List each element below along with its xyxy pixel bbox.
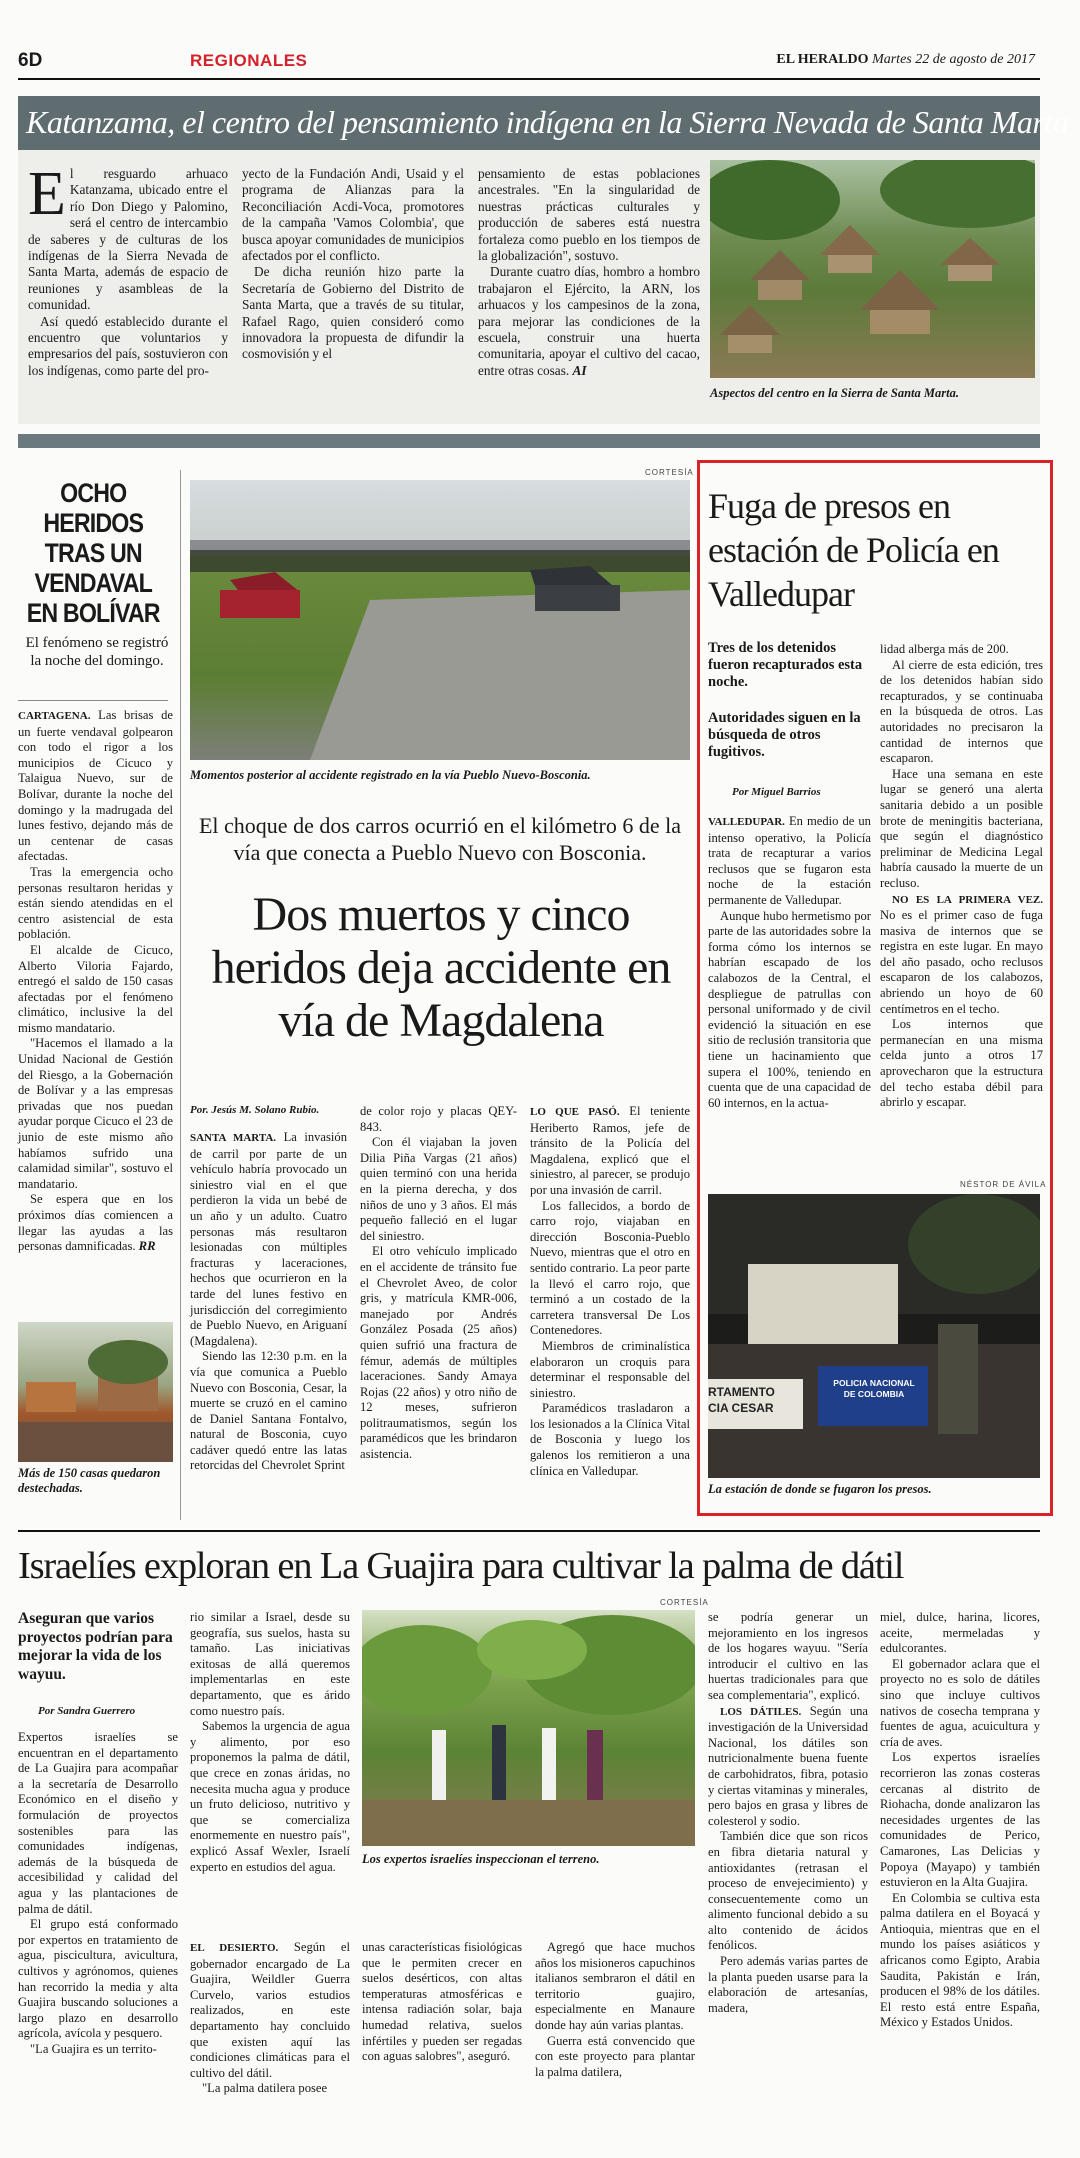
paragraph: "La Guajira es un territo- <box>30 2041 157 2056</box>
paragraph-text: No es el primer caso de fuga masiva de internos que se registra en este lugar. En mayo del año pasado, ocho reclusos escaparon de los calabozos, abriendo un hoyo de 60 centímetros en el techo. <box>880 908 1043 1016</box>
accident-scene-illustration <box>190 480 690 760</box>
paragraph: Sabemos la urgencia de agua y alimento, por eso proponemos la palma de dátil, que crece en zonas áridas, no necesita mucha agua y produce un fruto delicioso, nutritivo y que se comercializa enormemente en nuestro país", explicó Assaf Wexler, Israelí experto en estudios del agua. <box>190 1719 350 1874</box>
paragraph: lidad alberga más de 200. <box>880 642 1009 656</box>
section-lead: NO ES LA PRIMERA VEZ. <box>892 893 1043 906</box>
paragraph <box>478 264 700 379</box>
dropcap: E <box>28 160 66 228</box>
paragraph: Paramédicos trasladaron a los lesionados a la Clínica Vital de Bosconia y luego los galenos los remitieron a una clínica en Valledupar. <box>530 1401 690 1478</box>
page-number: 6D <box>18 50 43 71</box>
israel-photo-credit: CORTESÍA <box>660 1598 709 1607</box>
paragraph <box>190 1130 347 1349</box>
paragraph: unas características fisiológicas que le permiten crecer en suelos desérticos, con altas temperaturas atmosféricas e intensa radiación solar, baja humedad relativa, suelos infértiles y pueden ser regadas con aguas salobres", aseguró. <box>362 1940 522 2064</box>
accident-headline: Dos muertos y cinco heridos deja accidente en vía de Magdalena <box>211 888 671 1047</box>
paragraph <box>530 1104 690 1199</box>
katanzama-section <box>18 96 1069 424</box>
paragraph: Así quedó establecido durante el encuentro que voluntarios y empresarios del país, sostuvieron con los indígenas, como parte del pro- <box>28 313 228 378</box>
katanzama-col-2 <box>242 166 464 363</box>
accident-col-1 <box>190 1130 347 1474</box>
huts-illustration <box>710 160 1035 378</box>
katanzama-title: Katanzama, el centro del pensamiento indígena en la Sierra Nevada de Santa Marta <box>26 104 1069 140</box>
katanzama-col-1 <box>28 160 228 379</box>
katanzama-col-3 <box>478 166 700 379</box>
paragraph: Los expertos israelíes recorrieron las zonas costeras cercanas al distrito de Riohacha, donde analizaron las necesidades urgentes de las comunidades de Perico, Camarones, Las Delicias y Popoya (Mayapo) y también estuvieron en la Alta Guajira. <box>880 1750 1040 1890</box>
date-palm-field-illustration <box>362 1610 695 1846</box>
paragraph: pensamiento de estas poblaciones ancestrales. "En la singularidad de nuestras prácticas culturales y producción de saberes está nuestra fortaleza como pueblo en los tiempos de la globalización", sostuvo. <box>478 166 700 264</box>
paragraph: Con él viajaban la joven Dilia Piña Vargas (21 años) quien terminó con una herida en la pierna derecha, y dos niños de uno y 3 años. El más pequeño falleció en el lugar del siniestro. <box>360 1135 517 1243</box>
paragraph-text: El teniente Heriberto Ramos, jefe de tránsito de la Policía del Magdalena, explicó que el siniestro, al parecer, se produjo por una invasión de carril. <box>530 1104 690 1197</box>
paragraph-text: Según el gobernador encargado de La Guajira, Weildler Guerra Curvelo, varios estudios realizados, en este departamento hay concluido que existen aquí las condiciones climáticas para el cultivo del dátil. <box>190 1940 350 2080</box>
damaged-houses-illustration <box>18 1322 173 1462</box>
sign-text: DE COLOMBIA <box>843 1389 905 1399</box>
israel-col-1 <box>18 1730 178 2057</box>
fuga-sub-1: Tres de los detenidos fueron recapturados esta noche. <box>708 640 863 690</box>
israel-col-6 <box>880 1610 1040 2031</box>
paragraph: De dicha reunión hizo parte la Secretaría de Gobierno del Distrito de Santa Marta, que a través de su titular, Rafael Rago, quien consideró como innovadora la propuesta de difundir la cosmovisión y el <box>242 264 464 362</box>
katanzama-photo <box>710 160 1035 378</box>
paragraph-text: Las brisas de un fuerte vendaval golpearon con todo el rigor a los municipios de Cicuco y Talaigua Nuevo, sur de Bolívar, durante la noche del domingo y la madrugada del lunes festivo, dejando más de un centenar de casas afectadas. <box>18 708 173 864</box>
dateline: CARTAGENA. <box>18 710 91 722</box>
accident-byline: Por. Jesús M. Solano Rubio. <box>190 1104 320 1116</box>
paragraph: Siendo las 12:30 p.m. en la vía que comunica a Pueblo Nuevo con Bosconia, Cesar, la muerte se cruzó en el camino de Daniel Santana Fontalvo, natural de Bosconia, cuyo cadáver quedó entre las latas retorcidas del Chevrolet Sprint <box>190 1349 347 1473</box>
station-sign-left <box>708 1384 803 1416</box>
paper-name: EL HERALDO <box>776 52 869 67</box>
paragraph <box>708 1704 868 1830</box>
paragraph: Aunque hubo hermetismo por parte de las autoridades sobre la forma cómo los internos se habrían escapado de los calabozos de la Central, el despliegue de patrullas con personal uniformado y de civil evidenció la situación en ese sitio de reclusión transitoria que tiene un hacinamiento que supera el 100%, teniendo en cuenta que de una capacidad de 60 internos, en la actua- <box>708 908 871 1110</box>
israel-headline: Israelíes exploran en La Guajira para cultivar la palma de dátil <box>18 1545 904 1587</box>
paragraph: "Hacemos el llamado a la Unidad Nacional de Gestión del Riesgo, a la Gobernación de Bolívar y a las empresas privadas que nos puedan ayudar porque Cicuco el 23 de junio de este mismo año habíamos sufrido una calamidad similar", sostuvo el mandatario. <box>18 1036 173 1191</box>
fuga-col-2 <box>880 642 1043 1111</box>
fuga-photo <box>708 1194 1040 1478</box>
accident-col-2 <box>360 1104 517 1463</box>
paragraph: El otro vehículo implicado en el accidente de tránsito fue el Chevrolet Aveo, de color gris, y matrícula KMR-006, manejado por Andrés González Posada (25 años) quien sufrió una fractura de fémur, además de múltiples laceraciones. Sandy Amaya Rojas (22 años) y otro niño de 12 meses, sufrieron politraumatismos, según los paramédicos que les brindaron asistencia. <box>360 1244 517 1462</box>
bolivar-photo <box>18 1322 173 1462</box>
paragraph <box>880 892 1043 1018</box>
accident-col-3 <box>530 1104 690 1479</box>
paragraph-text: Durante cuatro días, hombro a hombro trabajaron el Ejército, la ARN, los arhuacos y los campesinos de la zona, para mejorar las condiciones de la escuela, construir una huerta comunitaria, apoyar el cultivo del cacao, entre otras cosas. <box>478 264 700 378</box>
paragraph-text: La invasión de carril por parte de un vehículo habría provocado un siniestro vial en el que perdieron la vida un bebé de un año y un adulto. Cuatro personas más resultaron lesionadas con múltiples fracturas y laceraciones, hechos que ocurrieron en la tarde del lunes festivo en jurisdicción del corregimiento de Pueblo Nuevo, en Ariguaní (Magdalena). <box>190 1130 348 1348</box>
paragraph: Tras la emergencia ocho personas resultaron heridas y están siendo atendidas en el centro asistencial de esta población. <box>18 864 173 942</box>
fuga-sub-2: Autoridades siguen en la búsqueda de otros fugitivos. <box>708 710 861 760</box>
paragraph: Expertos israelíes se encuentran en el departamento de La Guajira para acompañar a la secretaría de Desarrollo Económico en el diseño y formulación de proyectos sostenibles para las comunidades indígenas, además de la búsqueda de accesibilidad y calidad del agua y las plantaciones de palma de dátil. <box>18 1730 178 1916</box>
fuga-photo-credit: NÉSTOR DE ÁVILA <box>960 1180 1047 1189</box>
paragraph <box>18 708 173 865</box>
katanzama-caption: Aspectos del centro en la Sierra de Santa Marta. <box>710 386 959 400</box>
paragraph: rio similar a Israel, desde su geografía, sus suelos, hasta su tamaño. Las iniciativas exitosas de allá queremos implementarlas en este departamento, que es árido como nuestro país. <box>190 1610 350 1718</box>
sign-text: POLICIA NACIONAL <box>833 1378 915 1388</box>
section-lead: LOS DÁTILES. <box>720 1705 802 1718</box>
paragraph: "La palma datilera posee <box>202 2081 328 2096</box>
sign-text: CIA CESAR <box>708 1401 774 1415</box>
signature: AI <box>572 362 587 378</box>
paragraph: El alcalde de Cicuco, Alberto Viloria Fajardo, entregó el saldo de 150 casas afectadas por el fenómeno climático, inclusive la del mismo mandatario. <box>18 942 173 1035</box>
paragraph: El grupo está conformado por expertos en tratamiento de agua, piscicultura, avicultura, cultivos y agrónomos, quienes han recorrido la media y alta Guajira buscando soluciones a largo plazo en desarrollo agrícola, avícola y pesquero. <box>18 1917 178 2041</box>
israel-col-5 <box>708 1610 868 2016</box>
sign-text: RTAMENTO <box>708 1385 775 1399</box>
dateline: SANTA MARTA. <box>190 1132 277 1144</box>
paragraph-text: En medio de un intenso operativo, la Policía trata de recapturar a varios reclusos que se fugaron esta noche de la estación permanente de Valledupar. <box>708 814 871 907</box>
israel-col-3 <box>362 1940 522 2065</box>
paragraph: Hace una semana en este lugar se generó una alerta sanitaria debido a un posible brote de meningitis bacteriana, que según el diagnóstico preliminar de Medicina Legal habría causado la muerte de un recluso. <box>880 766 1043 890</box>
paragraph: También dice que son ricos en fibra dietaria natural y antioxidantes (retrasan el proceso de envejecimiento) y consecuentemente como un alimento funcional debido a su alto contenido de ácidos fenólicos. <box>708 1829 868 1953</box>
header-rule <box>18 78 1040 80</box>
israel-photo-caption: Los expertos israelíes inspeccionan el terreno. <box>362 1852 600 1866</box>
israel-deck: Aseguran que varios proyectos podrían para mejorar la vida de los wayuu. <box>18 1610 173 1683</box>
paragraph <box>190 1940 350 2081</box>
paragraph: Guerra está convencido que con este proyecto para plantar la palma datilera, <box>535 2033 695 2079</box>
station-sign-right <box>822 1378 926 1400</box>
dateline: VALLEDUPAR. <box>708 816 785 828</box>
paragraph: El gobernador aclara que el proyecto no es solo de dátiles sino que incluye cultivos nativos de cosecha temprana y fuentes de agua, acuicultura y cría de aves. <box>880 1656 1040 1749</box>
section-lead: LO QUE PASÓ. <box>530 1106 620 1118</box>
paragraph: Los fallecidos, a bordo de carro rojo, viajaban en dirección Bosconia-Pueblo Nuevo, mientras que el otro en sentido contrario. La peor parte la llevó el carro rojo, que terminó a un costado de la carretera transversal De Los Contenedores. <box>530 1198 690 1338</box>
paragraph: miel, dulce, harina, licores, aceite, mermeladas y edulcorantes. <box>880 1610 1040 1656</box>
paragraph-text: Según una investigación de la Universidad Nacional, los dátiles son nutricionalmente buena fuente de carbohidratos, fibra, potasio y ciertas vitaminas y minerales, pero bajos en grasa y libres de colesterol y sodio. <box>708 1703 868 1828</box>
paragraph: l resguardo arhuaco Katanzama, ubicado entre el río Don Diego y Palomino, será el centro de intercambio de saberes y de culturas de los indígenas de la Sierra Nevada de Santa Marta, además de espacio de reuniones y asambleas de la comunidad. <box>28 166 228 313</box>
paragraph: Pero además varias partes de la planta pueden usarse para la elaboración de artesanías, madera, <box>708 1954 868 2015</box>
paragraph: Al cierre de esta edición, tres de los detenidos habían sido recapturados, y se continuaba en la búsqueda de otros. Las autoridades no precisaron la cantidad de internos que escaparon. <box>880 657 1043 766</box>
bolivar-rule <box>18 700 168 701</box>
section-lead: EL DESIERTO. <box>190 1942 279 1954</box>
paragraph: En Colombia se cultiva esta palma datilera en el Boyacá y Antioquia, mientras que en el mundo los países asiáticos y africanos como Egipto, Arabia Saudita, Pakistán e Irán, producen el 98% de los dátiles. El resto está entre España, México y Estados Unidos. <box>880 1890 1040 2030</box>
paragraph: yecto de la Fundación Andi, Usaid y el programa de Alianzas para la Reconciliación Acdi-Voca, promotores de la campaña 'Vamos Colombia', que busca apoyar comunidades de municipios afectados por el conflicto. <box>242 166 464 264</box>
israel-photo <box>362 1610 695 1846</box>
fuga-col-1 <box>708 814 871 1111</box>
israel-col-4 <box>535 1940 695 2080</box>
paragraph: se podría generar un mejoramiento en los ingresos de los hogares wayuu. "Sería introducir el cultivo en las huertas tradicionales para que sea complementaria", explicó. <box>708 1610 868 1702</box>
accident-deck: El choque de dos carros ocurrió en el kilómetro 6 de la vía que conecta a Pueblo Nuevo con Bosconia. <box>198 813 681 865</box>
masthead <box>776 52 1035 68</box>
paragraph: de color rojo y placas QEY-843. <box>360 1104 517 1134</box>
bolivar-caption: Más de 150 casas quedaron destechadas. <box>18 1466 161 1495</box>
divider <box>18 1530 1040 1532</box>
section-name: REGIONALES <box>190 51 308 70</box>
fuga-caption: La estación de donde se fugaron los presos. <box>708 1482 932 1496</box>
bolivar-subtitle: El fenómeno se registró la noche del domingo. <box>25 635 169 669</box>
fuga-headline: Fuga de presos en estación de Policía en Valledupar <box>708 486 999 614</box>
bolivar-body <box>18 708 173 1255</box>
paragraph <box>18 1192 173 1254</box>
accident-photo-credit: CORTESÍA <box>645 468 694 477</box>
police-station-illustration <box>708 1194 1040 1478</box>
fuga-byline: Por Miguel Barrios <box>732 786 821 798</box>
paragraph-text: Se espera que en los próximos días comiencen a llegar las ayudas a las personas damnificadas. <box>18 1192 173 1254</box>
divider <box>18 434 1040 448</box>
accident-photo-caption: Momentos posterior al accidente registrado en la vía Pueblo Nuevo-Bosconia. <box>190 768 591 782</box>
signature: RR <box>138 1239 156 1254</box>
col-divider <box>180 470 181 1520</box>
israel-byline: Por Sandra Guerrero <box>38 1705 136 1717</box>
issue-date: Martes 22 de agosto de 2017 <box>872 52 1035 67</box>
paragraph <box>708 814 871 909</box>
paragraph: Agregó que hace muchos años los misioneros capuchinos italianos sembraron el dátil en territorio guajiro, especialmente en Manaure donde hay aún varias plantas. <box>535 1940 695 2032</box>
paragraph: Los internos que permanecían en una misma celda junto a otros 17 aprovecharon que la estructura del techo estaba débil para abrirlo y escapar. <box>880 1017 1043 1110</box>
bolivar-title: OCHO HERIDOS TRAS UN VENDAVAL EN BOLÍVAR <box>26 478 160 628</box>
israel-col-2 <box>190 1610 350 1875</box>
israel-col-2b <box>190 1940 350 2097</box>
paragraph: Miembros de criminalística elaboraron un croquis para determinar el responsable del siniestro. <box>530 1338 690 1400</box>
accident-photo <box>190 480 690 760</box>
